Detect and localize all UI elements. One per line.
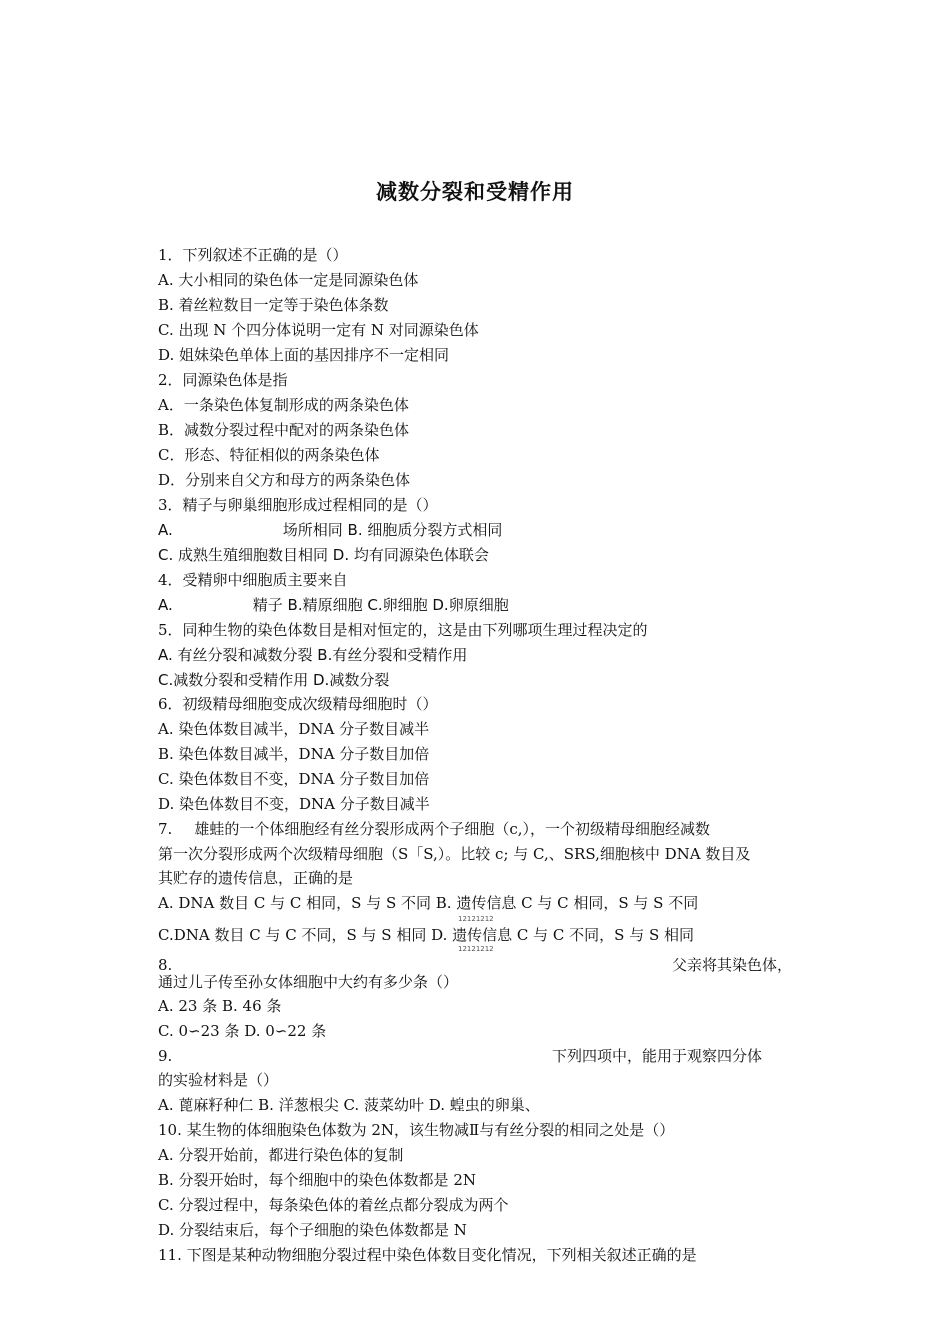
question-9-number: 9.	[158, 1047, 173, 1065]
question-1-option-b: B. 着丝粒数目一定等于染色体条数	[158, 296, 389, 314]
question-9-text-tail: 下列四项中，能用于观察四分体	[552, 1047, 763, 1065]
question-3-a-text: 场所相同 B. 细胞质分裂方式相同	[282, 521, 503, 539]
question-2-stem: 2．同源染色体是指	[158, 371, 288, 389]
question-10-stem: 10. 某生物的体细胞染色体数为 2N，该生物减Ⅱ与有丝分裂的相同之处是（）	[158, 1121, 675, 1139]
question-8-options-ab: A. 23 条 B. 46 条	[158, 997, 282, 1015]
question-5-stem: 5．同种生物的染色体数目是相对恒定的，这是由下列哪项生理过程决定的	[158, 621, 648, 639]
question-7-text-1: 雄蛙的一个体细胞经有丝分裂形成两个子细胞（c,），一个初级精母细胞经减数	[194, 820, 710, 838]
question-5-options-ab: A. 有丝分裂和减数分裂 B.有丝分裂和受精作用	[158, 646, 468, 664]
question-7-line-2: 第一次分裂形成两个次级精母细胞（S「S,）。比较 c; 与 C,、SRS,细胞核中 DNA 数目及	[158, 845, 751, 863]
question-1-option-d: D. 姐妹染色单体上面的基因排序不一定相同	[158, 346, 450, 364]
question-8-line-2: 通过儿子传至孙女体细胞中大约有多少条（）	[158, 973, 459, 991]
page-title: 减数分裂和受精作用	[376, 180, 574, 204]
question-3-stem: 3．精子与卵巢细胞形成过程相同的是（）	[158, 496, 438, 514]
question-2-option-d: D．分别来自父方和母方的两条染色体	[158, 471, 411, 489]
question-10-option-d: D. 分裂结束后，每个子细胞的染色体数都是 N	[158, 1221, 467, 1239]
question-3-options-cd: C. 成熟生殖细胞数目相同 D. 均有同源染色体联会	[158, 546, 489, 564]
question-7-number: 7.	[158, 820, 173, 838]
question-7-line-1	[158, 819, 710, 839]
question-6-option-a: A. 染色体数目减半，DNA 分子数目减半	[158, 720, 430, 738]
question-1-option-c: C. 出现 N 个四分体说明一定有 N 对同源染色体	[158, 321, 479, 339]
question-6-option-c: C. 染色体数目不变，DNA 分子数目加倍	[158, 770, 430, 788]
question-10-option-b: B. 分裂开始时，每个细胞中的染色体数都是 2N	[158, 1171, 476, 1189]
question-1-option-a: A. 大小相同的染色体一定是同源染色体	[158, 271, 419, 289]
question-7-options-ab: A. DNA 数目 C 与 C 相同，S 与 S 不同 B. 遗传信息 C 与 C 相同，S 与 S 不同	[158, 894, 699, 912]
question-2-option-b: B．减数分裂过程中配对的两条染色体	[158, 421, 410, 439]
question-4-a-label: A.	[158, 596, 173, 614]
question-3-a-label: A.	[158, 521, 173, 539]
question-10-option-a: A. 分裂开始前，都进行染色体的复制	[158, 1146, 404, 1164]
question-3-options-ab	[158, 520, 502, 540]
question-7-options-cd: C.DNA 数目 C 与 C 不同，S 与 S 相同 D. 遗传信息 C 与 C 不同，S 与 S 相同	[158, 926, 695, 944]
question-5-options-cd: C.减数分裂和受精作用 D.减数分裂	[158, 671, 390, 689]
question-7-line-3: 其贮存的遗传信息，正确的是	[158, 869, 354, 887]
question-4-stem: 4．受精卵中细胞质主要来自	[158, 571, 348, 589]
question-4-options	[158, 595, 509, 615]
question-4-a-text: 精子 B.精原细胞 C.卵细胞 D.卵原细胞	[252, 596, 509, 614]
question-7-subscript-2: 12121212	[458, 945, 494, 953]
question-8-text-tail: 父亲将其染色体，	[672, 956, 793, 974]
question-11-stem: 11. 下图是某种动物细胞分裂过程中染色体数目变化情况，下列相关叙述正确的是	[158, 1246, 697, 1264]
question-8-options-cd: C. 0∽23 条 D. 0∽22 条	[158, 1022, 327, 1040]
question-1-stem: 1．下列叙述不正确的是（）	[158, 246, 348, 264]
question-6-option-d: D. 染色体数目不变，DNA 分子数目减半	[158, 795, 430, 813]
question-9-line-2: 的实验材料是（）	[158, 1071, 279, 1089]
question-2-option-c: C．形态、特征相似的两条染色体	[158, 446, 380, 464]
question-9-options: A. 蓖麻籽种仁 B. 洋葱根尖 C. 菠菜幼叶 D. 蝗虫的卵巢、	[158, 1096, 540, 1114]
question-6-stem: 6．初级精母细胞变成次级精母细胞时（）	[158, 695, 438, 713]
question-7-subscript-1: 12121212	[458, 915, 494, 923]
question-8-number: 8.	[158, 956, 173, 974]
question-10-option-c: C. 分裂过程中，每条染色体的着丝点都分裂成为两个	[158, 1196, 509, 1214]
question-2-option-a: A．一条染色体复制形成的两条染色体	[158, 396, 409, 414]
question-6-option-b: B. 染色体数目减半，DNA 分子数目加倍	[158, 745, 430, 763]
